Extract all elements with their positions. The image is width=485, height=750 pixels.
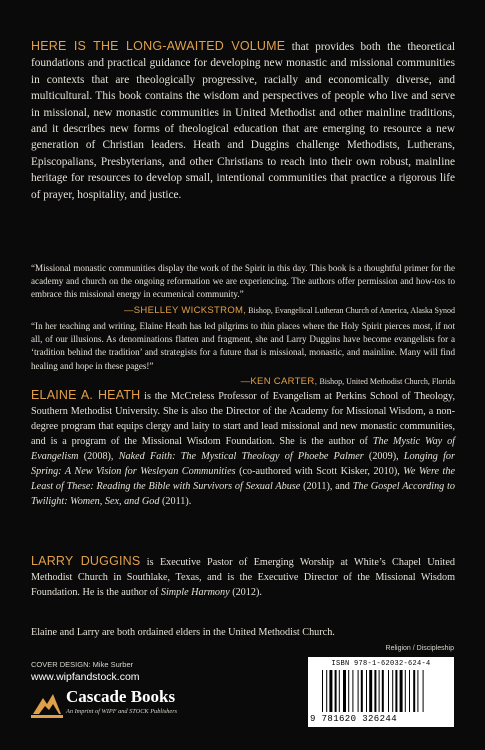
- book-title: We Were the Least of These: Reading the Bible with Survivors of Sexual Abuse: [31, 466, 455, 492]
- endorser-name: —SHELLEY WICKSTROM,: [123, 304, 247, 316]
- closing-note: Elaine and Larry are both ordained elders in the United Methodist Church.: [31, 627, 335, 638]
- endorsement-attribution: [31, 304, 455, 317]
- endorsement-text: “Missional monastic communities display the work of the Spirit in this day. This book is a thoughtful primer for the academy and church on the ongoing reformation we are experiencing. The authors offer permission and how-tos to embrace this missional energy in ecumenical community.”: [31, 263, 455, 300]
- endorsement-carter: [31, 320, 455, 388]
- bio-text: (2011).: [159, 496, 192, 507]
- author-name-duggins: LARRY DUGGINS: [31, 554, 141, 568]
- publisher-tagline: An Imprint of WIPF and STOCK Publishers: [66, 708, 178, 715]
- publisher-logo: [31, 684, 221, 724]
- lead-heading: HERE IS THE LONG-AWAITED VOLUME: [31, 39, 286, 53]
- bio-heath: [31, 388, 455, 509]
- bio-text: (co-authored with Scott Kisker, 2010),: [235, 466, 404, 477]
- endorser-name: —KEN CARTER,: [240, 375, 318, 387]
- book-title: Simple Harmony: [160, 587, 230, 598]
- publisher-name: Cascade Books: [66, 687, 176, 706]
- bio-text: (2009),: [363, 451, 404, 462]
- author-name-heath: ELAINE A. HEATH: [31, 388, 141, 402]
- barcode-digits: 9 781620 326244: [310, 714, 398, 724]
- bio-text: is the McCreless Professor of Evangelism at Perkins School of Theology, Southern Methodist University. She is also the Director of the Academy for Missional Wisdom, a non-degree program that equips clergy and laity to start and lead missional and new monastic communities, and is a program of the Missional Wisdom Foundation. She is the author of: [31, 391, 456, 447]
- book-title: Naked Faith: The Mystical Theology of Phoebe Palmer: [118, 451, 364, 462]
- bio-duggins: [31, 554, 455, 600]
- bio-text: (2012).: [229, 587, 262, 598]
- lead-paragraph: [31, 38, 455, 203]
- bio-text: is Executive Pastor of Emerging Worship at White’s Chapel United Methodist Church in Southlake, Texas, and is the Executive Director of the Missional Wisdom Foundation. He is the author of: [31, 557, 455, 598]
- publisher-website[interactable]: www.wipfandstock.com: [31, 671, 140, 683]
- isbn-label: ISBN 978-1-62032-624-4: [331, 660, 431, 668]
- barcode: [308, 657, 454, 727]
- book-title: The Gospel According to Twilight: Women, Sex, and God: [31, 481, 455, 507]
- lead-body: that provides both the theoretical foundations and practical guidance for developing new monastic and missional communities in contexts that are theologically progressive, racially and economically diverse, and multicultural. This book contains the wisdom and perspectives of people who live and serve in missional, new monastic communities in United Methodist and other mainline traditions, and it describes new forms of theological education that are emerging to resource a new generation of Christian leaders. Heath and Duggins challenge Methodists, Lutherans, Episcopalians, Presbyterians, and other Christians to reach into their own robust, mainline heritage for resources to develop small, intentional communities that practice a rigorous life of prayer, hospitality, and justice.: [31, 41, 455, 201]
- endorsement-text: “In her teaching and writing, Elaine Heath has led pilgrims to thin places where the Holy Spirit pierces most, if not all, of our illusions. As denominations flatten and fragment, she and Larry Duggins have become evangelists for a ‘tradition behind the tradition’ and strategists for a future that is missional, monastic, and mainline. Many will find healing and hope in these pages!”: [31, 321, 455, 371]
- book-title: Longing for Spring: A New Vision for Wesleyan Communities: [31, 451, 455, 477]
- mountain-logo-icon: [31, 686, 63, 720]
- endorsement-attribution: [31, 375, 455, 388]
- endorser-role: Bishop, Evangelical Lutheran Church of America, Alaska Synod: [246, 305, 455, 315]
- cover-design-credit: COVER DESIGN: Mike Surber: [31, 660, 134, 669]
- endorsement-wickstrom: [31, 262, 455, 317]
- bio-text: (2008),: [78, 451, 119, 462]
- barcode-bars-icon: [322, 670, 442, 714]
- category-label: Religion / Discipleship: [385, 645, 454, 652]
- endorser-role: Bishop, United Methodist Church, Florida: [317, 376, 455, 386]
- book-title: The Mystic Way of Evangelism: [31, 436, 455, 462]
- bio-text: (2011), and: [300, 481, 353, 492]
